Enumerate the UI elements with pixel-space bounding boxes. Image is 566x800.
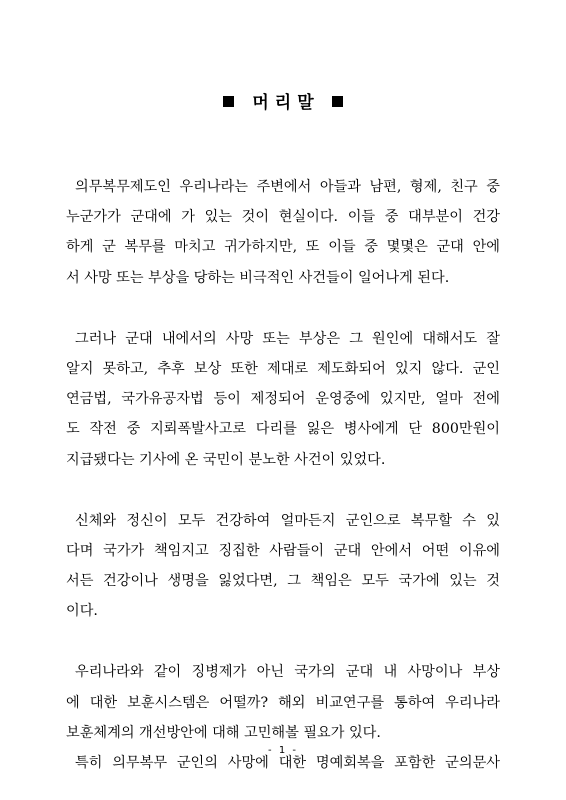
text-line: 에 대한 보훈시스템은 어떨까? 해외 비교연구를 통하여 우리나라 (66, 694, 500, 711)
paragraph-5 (66, 752, 500, 782)
square-bullet-icon (223, 96, 234, 107)
text-line: 서든 건강이나 생명을 잃었다면, 그 책임은 모두 국가에 있는 것 (66, 573, 500, 590)
text-line: 그러나 군대 내에서의 사망 또는 부상은 그 원인에 대해서도 잘 (75, 330, 500, 347)
text-line: 우리나라와 같이 징병제가 아닌 국가의 군대 내 사망이나 부상 (75, 664, 500, 681)
text-line: 하게 군 복무를 마치고 귀가하지만, 또 이들 중 몇몇은 군대 안에 (66, 239, 500, 256)
page-title-text: 머리말 (252, 93, 320, 113)
page-number: - 1 - (268, 745, 298, 756)
page-title (0, 88, 566, 113)
paragraph-1 (66, 176, 500, 297)
text-line: 다며 국가가 책임지고 징집한 사람들이 군대 안에서 어떤 이유에 (66, 542, 500, 559)
text-line: 지급됐다는 기사에 온 국민이 분노한 사건이 있었다. (66, 451, 386, 468)
text-line: 연금법, 국가유공자법 등이 제정되어 운영중에 있지만, 얼마 전에 (66, 391, 500, 408)
paragraph-2 (66, 328, 500, 479)
text-line: 이다. (66, 603, 98, 620)
text-line: 의무복무제도인 우리나라는 주변에서 아들과 남편, 형제, 친구 중 (75, 179, 500, 195)
text-line: 보훈체계의 개선방안에 대해 고민해볼 필요가 있다. (66, 724, 381, 741)
text-line: 서 사망 또는 부상을 당하는 비극적인 사건들이 일어나게 된다. (66, 269, 450, 286)
document-body (66, 176, 500, 782)
text-line: 누군가가 군대에 가 있는 것이 현실이다. 이들 중 대부분이 건강 (66, 209, 500, 226)
paragraph-3 (66, 510, 500, 631)
paragraph-4 (66, 661, 500, 752)
text-line: 특히 의무복무 군인의 사망에 대한 명예회복을 포함한 군의문사 (75, 755, 500, 771)
square-bullet-icon (332, 96, 343, 107)
text-line: 알지 못하고, 추후 보상 또한 제대로 제도화되어 있지 않다. 군인 (66, 360, 500, 377)
text-line: 도 작전 중 지뢰폭발사고로 다리를 잃은 병사에게 단 800만원이 (66, 421, 500, 438)
paragraph-spacer (66, 297, 500, 328)
text-line: 신체와 정신이 모두 건강하여 얼마든지 군인으로 복무할 수 있 (75, 512, 500, 529)
paragraph-spacer (66, 479, 500, 510)
paragraph-spacer (66, 630, 500, 661)
